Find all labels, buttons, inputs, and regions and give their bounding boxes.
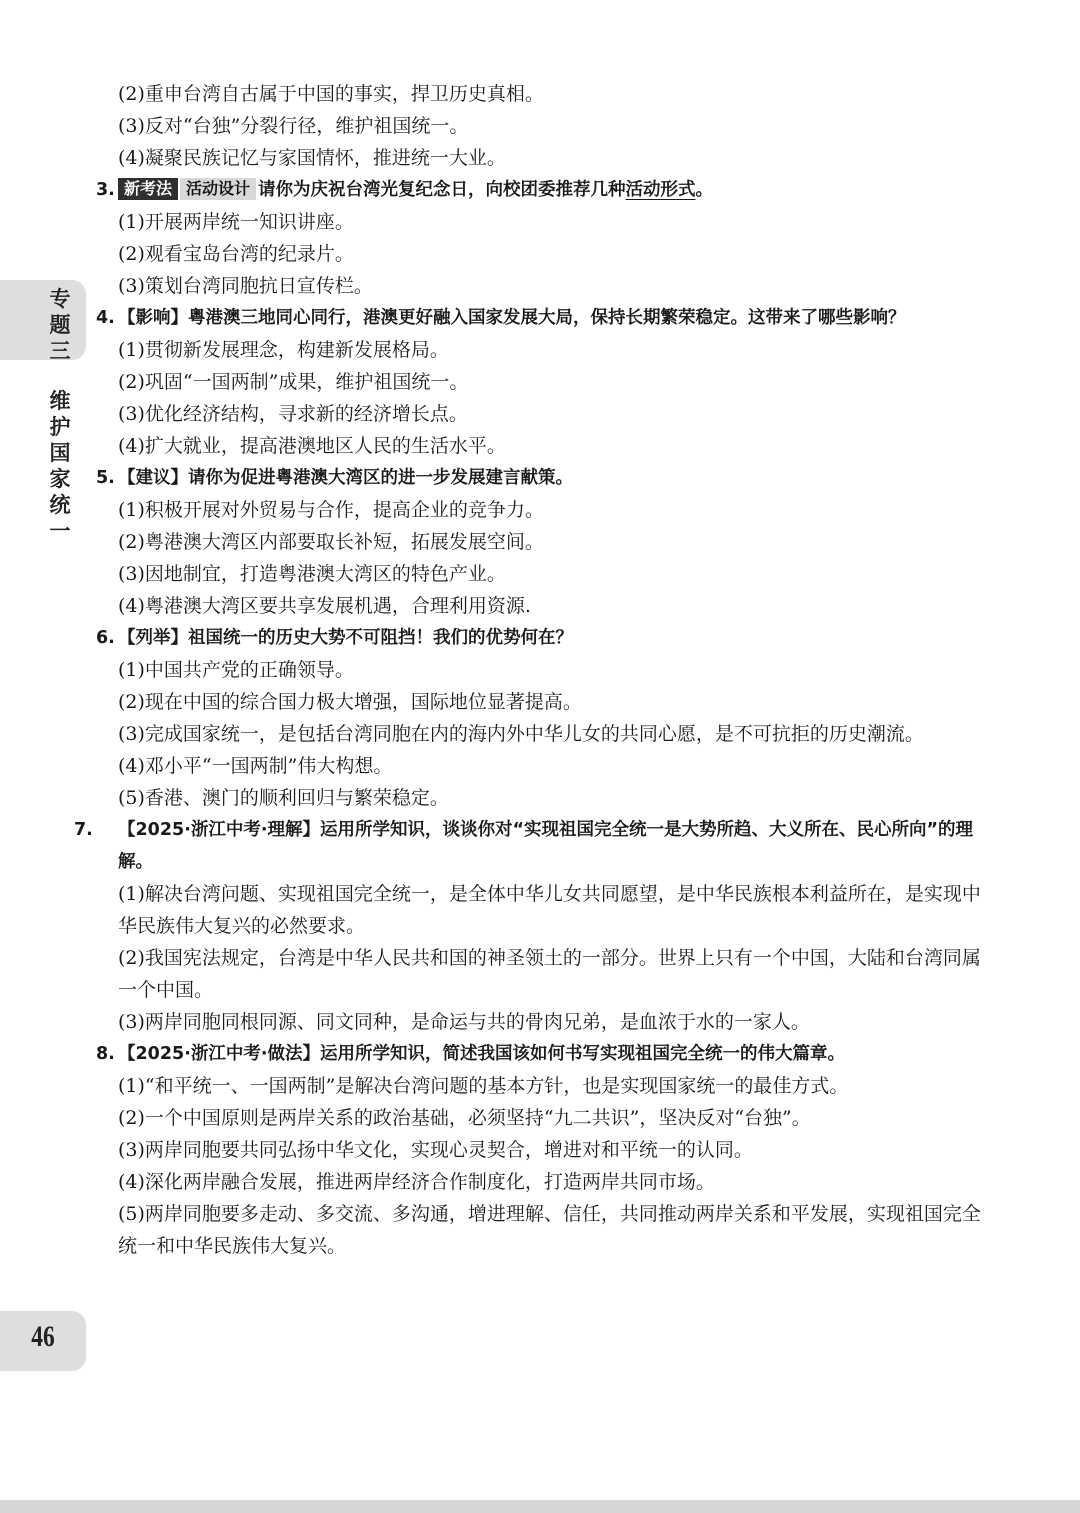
answer-line: (4)凝聚民族记忆与家国情怀，推进统一大业。 <box>118 147 506 169</box>
question-text: 【影响】粤港澳三地同心同行，港澳更好融入国家发展大局，保持长期繁荣稳定。这带来了哪些影响？ <box>118 308 906 328</box>
question-7 <box>74 814 988 878</box>
question-number: 8. <box>96 1044 115 1064</box>
answer-line: (2)巩固“一国两制”成果，维护祖国统一。 <box>118 371 469 393</box>
question-number: 5. <box>96 468 115 488</box>
answer-line: (1)“和平统一、一国两制”是解决台湾问题的基本方针，也是实现国家统一的最佳方式。 <box>118 1075 849 1097</box>
question-number: 6. <box>96 628 115 648</box>
question-text: 【2025·浙江中考·理解】运用所学知识，谈谈你对“实现祖国完全统一是大势所趋、大义所在、民心所向”的理解。 <box>118 820 974 872</box>
answer-line: (2)一个中国原则是两岸关系的政治基础，必须坚持“九二共识”，坚决反对“台独”。 <box>118 1107 811 1129</box>
question-number: 7. <box>74 820 93 840</box>
answer-line: (5)两岸同胞要多走动、多交流、多沟通，增进理解、信任，共同推动两岸关系和平发展，实现祖国完全统一和中华民族伟大复兴。 <box>118 1203 981 1257</box>
topic-label: 专题三 <box>49 287 71 363</box>
bottom-scan-edge <box>0 1500 1080 1513</box>
answer-line: (3)优化经济结构，寻求新的经济增长点。 <box>118 403 468 425</box>
answer-line: (4)深化两岸融合发展，推进两岸经济合作制度化，打造两岸共同市场。 <box>118 1171 715 1193</box>
answer-line: (2)粤港澳大湾区内部要取长补短，拓展发展空间。 <box>118 531 544 553</box>
question-5 <box>96 462 988 494</box>
question-text: 【建议】请你为促进粤港澳大湾区的进一步发展建言献策。 <box>118 468 573 488</box>
answer-line: (3)策划台湾同胞抗日宣传栏。 <box>118 275 373 297</box>
new-method-tag: 新考法 <box>118 178 178 200</box>
question-4 <box>96 302 988 334</box>
topic-name: 维护国家统一 <box>49 389 71 543</box>
answer-line: (4)邓小平“一国两制”伟大构想。 <box>118 755 393 777</box>
question-text: 【列举】祖国统一的历史大势不可阻挡！我们的优势何在？ <box>118 628 573 648</box>
answer-line: (3)因地制宜，打造粤港澳大湾区的特色产业。 <box>118 563 506 585</box>
answer-line: (1)积极开展对外贸易与合作，提高企业的竞争力。 <box>118 499 544 521</box>
question-text: 请你为庆祝台湾光复纪念日，向校团委推荐几种 <box>258 180 626 200</box>
answer-line: (3)两岸同胞要共同弘扬中华文化，实现心灵契合，增进对和平统一的认同。 <box>118 1139 753 1161</box>
question-number: 4. <box>96 308 115 328</box>
question-8 <box>96 1038 988 1070</box>
answer-line: (3)两岸同胞同根同源、同文同种，是命运与共的骨肉兄弟，是血浓于水的一家人。 <box>118 1011 810 1033</box>
answer-line: (5)香港、澳门的顺利回归与繁荣稳定。 <box>118 787 449 809</box>
answer-line: (2)重申台湾自古属于中国的事实，捍卫历史真相。 <box>118 83 544 105</box>
answer-line: (1)中国共产党的正确领导。 <box>118 659 354 681</box>
answer-line: (2)我国宪法规定，台湾是中华人民共和国的神圣领土的一部分。世界上只有一个中国，大陆和台湾同属一个中国。 <box>118 947 981 1001</box>
page-number: 46 <box>31 1320 55 1353</box>
answer-line: (1)开展两岸统一知识讲座。 <box>118 211 354 233</box>
answer-line: (3)完成国家统一，是包括台湾同胞在内的海内外中华儿女的共同心愿，是不可抗拒的历史潮流。 <box>118 723 924 745</box>
question-keyword: 活动形式 <box>625 180 696 200</box>
question-6 <box>96 622 988 654</box>
question-number: 3. <box>96 180 115 200</box>
page-content <box>74 78 988 1262</box>
answer-line: (3)反对“台独”分裂行径，维护祖国统一。 <box>118 115 469 137</box>
question-text: 【2025·浙江中考·做法】运用所学知识，简述我国该如何书写实现祖国完全统一的伟大篇章。 <box>118 1044 845 1064</box>
question-3 <box>96 174 988 206</box>
activity-design-tag: 活动设计 <box>180 178 256 200</box>
answer-line: (1)解决台湾问题、实现祖国完全统一，是全体中华儿女共同愿望，是中华民族根本利益所在，是实现中华民族伟大复兴的必然要求。 <box>118 883 981 937</box>
answer-line: (1)贯彻新发展理念，构建新发展格局。 <box>118 339 449 361</box>
answer-line: (2)现在中国的综合国力极大增强，国际地位显著提高。 <box>118 691 582 713</box>
question-text-end: 。 <box>695 180 714 200</box>
answer-line: (4)粤港澳大湾区要共享发展机遇，合理利用资源. <box>118 595 531 617</box>
answer-line: (2)观看宝岛台湾的纪录片。 <box>118 243 354 265</box>
answer-line: (4)扩大就业，提高港澳地区人民的生活水平。 <box>118 435 506 457</box>
